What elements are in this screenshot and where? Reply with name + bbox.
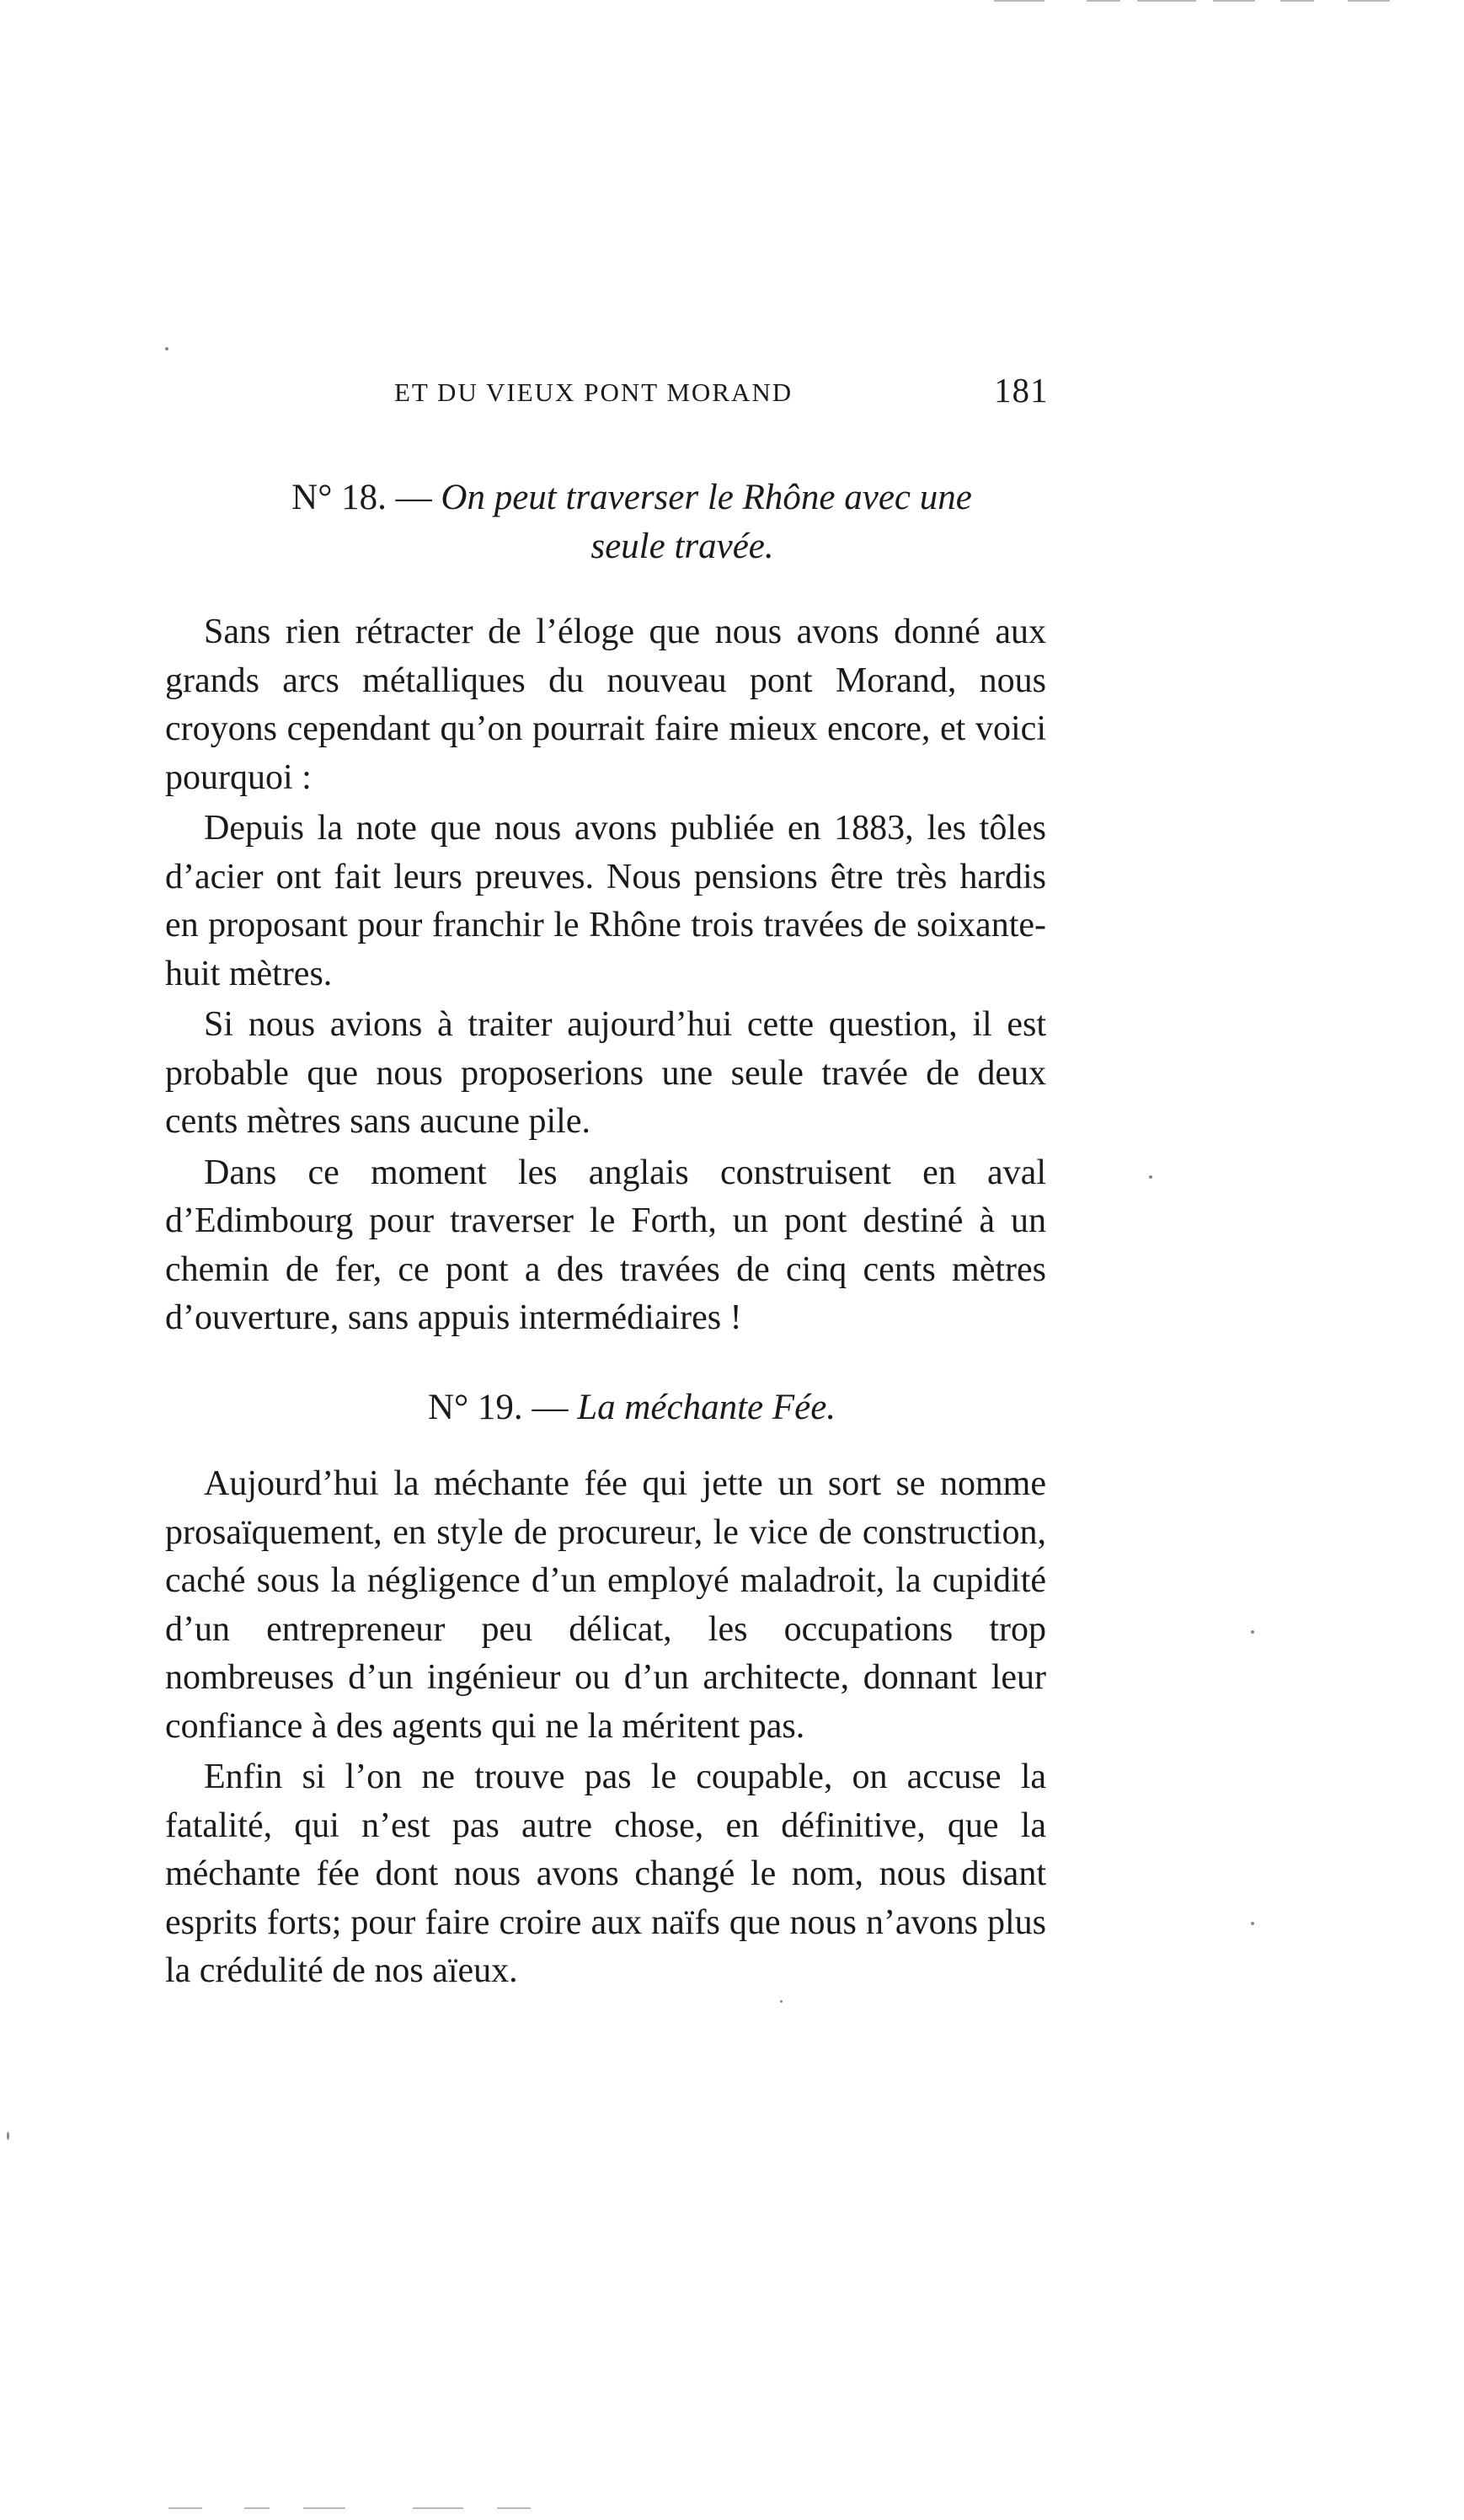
- running-head: ET DU VIEUX PONT MORAND: [394, 377, 793, 407]
- section-19-title: La méchante Fée.: [577, 1388, 836, 1427]
- paragraph: Dans ce moment les anglais construisent en aval d’Edimbourg pour traverser le Forth, un pont destiné à un chemin de fer, ce pont a des travées de cinq cents mètres d’ouverture, sans appuis intermédiaires !: [165, 1153, 1046, 1337]
- section-18-title-line-1: On peut traverser le Rhône avec une: [441, 478, 972, 517]
- scan-edge-mark: [1348, 0, 1390, 2]
- section-18-dash: —: [386, 478, 441, 517]
- scan-speck: [1251, 1922, 1254, 1925]
- scan-edge-mark: [413, 2507, 463, 2509]
- section-18-heading: [211, 474, 1053, 571]
- paragraph: Si nous avions à traiter aujourd’hui cette question, il est probable que nous proposerions une seule travée de deux cents mètres sans aucune pile.: [165, 1005, 1046, 1141]
- paragraph: Depuis la note que nous avons publiée en 1883, les tôles d’acier ont fait leurs preuves. Nous pensions être très hardis en proposant pour franchir le Rhône trois travées de soixante-huit mètres.: [165, 809, 1046, 993]
- scan-edge-mark: [1087, 0, 1120, 2]
- scan-edge-mark: [1137, 0, 1196, 2]
- page-number: 181: [994, 371, 1049, 409]
- scan-edge-mark: [244, 2507, 270, 2509]
- scan-speck: [1149, 1175, 1152, 1179]
- paragraph: Sans rien rétracter de l’éloge que nous avons donné aux grands arcs métalliques du nouveau pont Morand, nous croyons cependant qu’on pourrait faire mieux encore, et voici pourquoi :: [165, 613, 1046, 797]
- scan-speck: [165, 347, 168, 350]
- paragraph: Enfin si l’on ne trouve pas le coupable, on accuse la fatalité, qui n’est pas autre chose, en définitive, que la méchante fée dont nous avons changé le nom, nous disant esprits forts; pour faire croire aux naïfs que nous n’avons plus la crédulité de nos aïeux.: [165, 1758, 1046, 1990]
- scan-edge-mark: [994, 0, 1045, 2]
- scan-edge-mark: [303, 2507, 345, 2509]
- scan-speck: [1251, 1630, 1254, 1634]
- section-19-dash: —: [522, 1388, 578, 1427]
- section-19-number: N° 19.: [427, 1388, 523, 1427]
- section-19-heading: [211, 1383, 1053, 1432]
- scan-edge-mark: [168, 2507, 202, 2509]
- scan-speck: [7, 2132, 9, 2140]
- scan-edge-mark: [497, 2507, 531, 2509]
- section-18-number: N° 18.: [291, 478, 387, 517]
- section-19-body: [165, 1460, 1046, 1996]
- section-18-body: [165, 608, 1046, 1343]
- paragraph: Aujourd’hui la méchante fée qui jette un sort se nomme prosaïquement, en style de procureur, le vice de construction, caché sous la négligence d’un employé maladroit, la cupidité d’un entrepreneur peu délicat, les occupations trop nombreuses d’un ingénieur ou d’un architecte, donnant leur confiance à des agents qui ne la méritent pas.: [165, 1464, 1046, 1746]
- section-18-title-line-2: seule travée.: [590, 527, 774, 566]
- scan-edge-mark: [1213, 0, 1255, 2]
- scan-edge-mark: [1280, 0, 1314, 2]
- scan-speck: [780, 2000, 783, 2003]
